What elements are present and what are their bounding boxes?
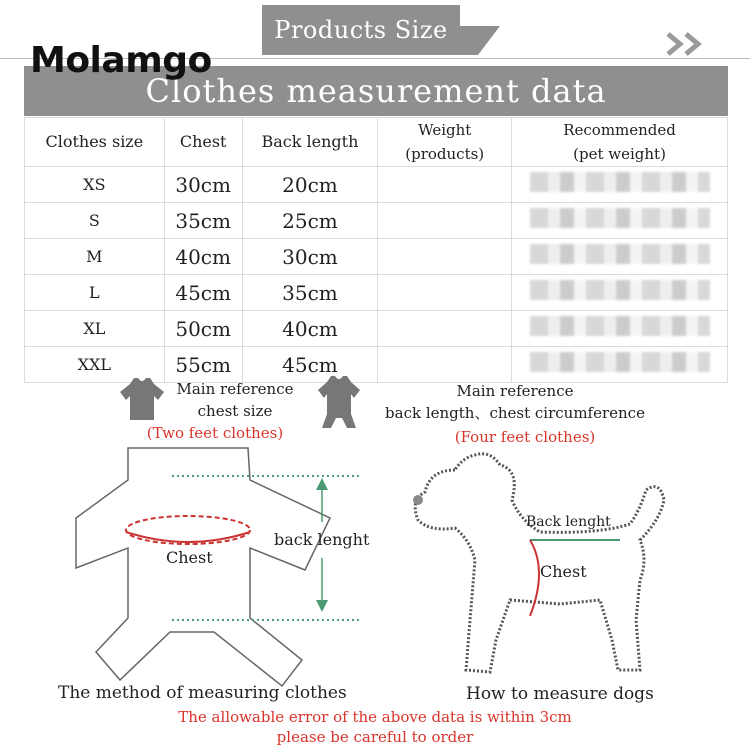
table-row: [25, 167, 728, 203]
chest-cell: 40cm: [164, 239, 242, 275]
weight-cell: [378, 203, 512, 239]
size-cell: L: [25, 275, 165, 311]
header-recommended: [512, 118, 728, 167]
recommended-cell-blurred: [512, 203, 728, 239]
chest-cell: 55cm: [164, 347, 242, 383]
weight-cell: [378, 311, 512, 347]
weight-cell: [378, 167, 512, 203]
header-recommended-line2: (pet weight): [573, 145, 666, 163]
four-feet-line1: Main reference: [456, 382, 574, 400]
table-row: [25, 203, 728, 239]
caption-dog-method: How to measure dogs: [466, 684, 654, 704]
dog-eye: [413, 495, 423, 505]
clothes-outline: [76, 448, 330, 686]
weight-cell: [378, 275, 512, 311]
chest-cell: 35cm: [164, 203, 242, 239]
header-clothes-size: Clothes size: [25, 118, 165, 167]
two-feet-line1: Main reference: [176, 380, 294, 398]
four-feet-label: (Four feet clothes): [454, 428, 596, 446]
error-note: The allowable error of the above data is within 3cm: [178, 708, 572, 726]
size-cell: XXL: [25, 347, 165, 383]
products-size-banner: Products Size: [262, 5, 460, 55]
weight-cell: [378, 347, 512, 383]
header-recommended-line1: Recommended: [563, 121, 676, 139]
chest-cell: 30cm: [164, 167, 242, 203]
chest-cell: 50cm: [164, 311, 242, 347]
dog-chest-line: [530, 540, 539, 616]
recommended-cell-blurred: [512, 347, 728, 383]
clothes-back-label: back lenght: [274, 530, 370, 549]
recommended-cell-blurred: [512, 311, 728, 347]
recommended-cell-blurred: [512, 275, 728, 311]
back-cell: 30cm: [242, 239, 378, 275]
back-cell: 35cm: [242, 275, 378, 311]
two-feet-label: (Two feet clothes): [146, 424, 284, 442]
back-cell: 25cm: [242, 203, 378, 239]
table-header-row: [25, 118, 728, 167]
clothes-chest-label: Chest: [166, 548, 213, 567]
size-cell: M: [25, 239, 165, 275]
measurement-title: Clothes measurement data: [24, 66, 728, 116]
table-row: [25, 275, 728, 311]
four-feet-line2: back length、chest circumference: [385, 404, 645, 422]
dog-chest-label: Chest: [540, 562, 587, 581]
brand-logo-text: Molamgo: [30, 40, 212, 81]
two-feet-line2: chest size: [197, 402, 273, 420]
double-chevron-right-icon: [666, 32, 712, 56]
recommended-cell-blurred: [512, 167, 728, 203]
chest-cell: 45cm: [164, 275, 242, 311]
table-row: [25, 311, 728, 347]
size-cell: XS: [25, 167, 165, 203]
size-table: [24, 117, 728, 383]
order-note: please be careful to order: [276, 728, 474, 746]
size-cell: S: [25, 203, 165, 239]
header-back-length: Back length: [242, 118, 378, 167]
table-row: [25, 239, 728, 275]
back-cell: 20cm: [242, 167, 378, 203]
weight-cell: [378, 239, 512, 275]
header-weight-line2: (products): [405, 145, 485, 163]
header-chest: Chest: [164, 118, 242, 167]
size-cell: XL: [25, 311, 165, 347]
banner-tail-decoration: [460, 26, 500, 55]
caption-clothes-method: The method of measuring clothes: [58, 683, 347, 703]
back-cell: 40cm: [242, 311, 378, 347]
header-weight: [378, 118, 512, 167]
header-weight-line1: Weight: [418, 121, 472, 139]
recommended-cell-blurred: [512, 239, 728, 275]
back-cell: 45cm: [242, 347, 378, 383]
dog-back-label: Back lenght: [526, 514, 611, 530]
